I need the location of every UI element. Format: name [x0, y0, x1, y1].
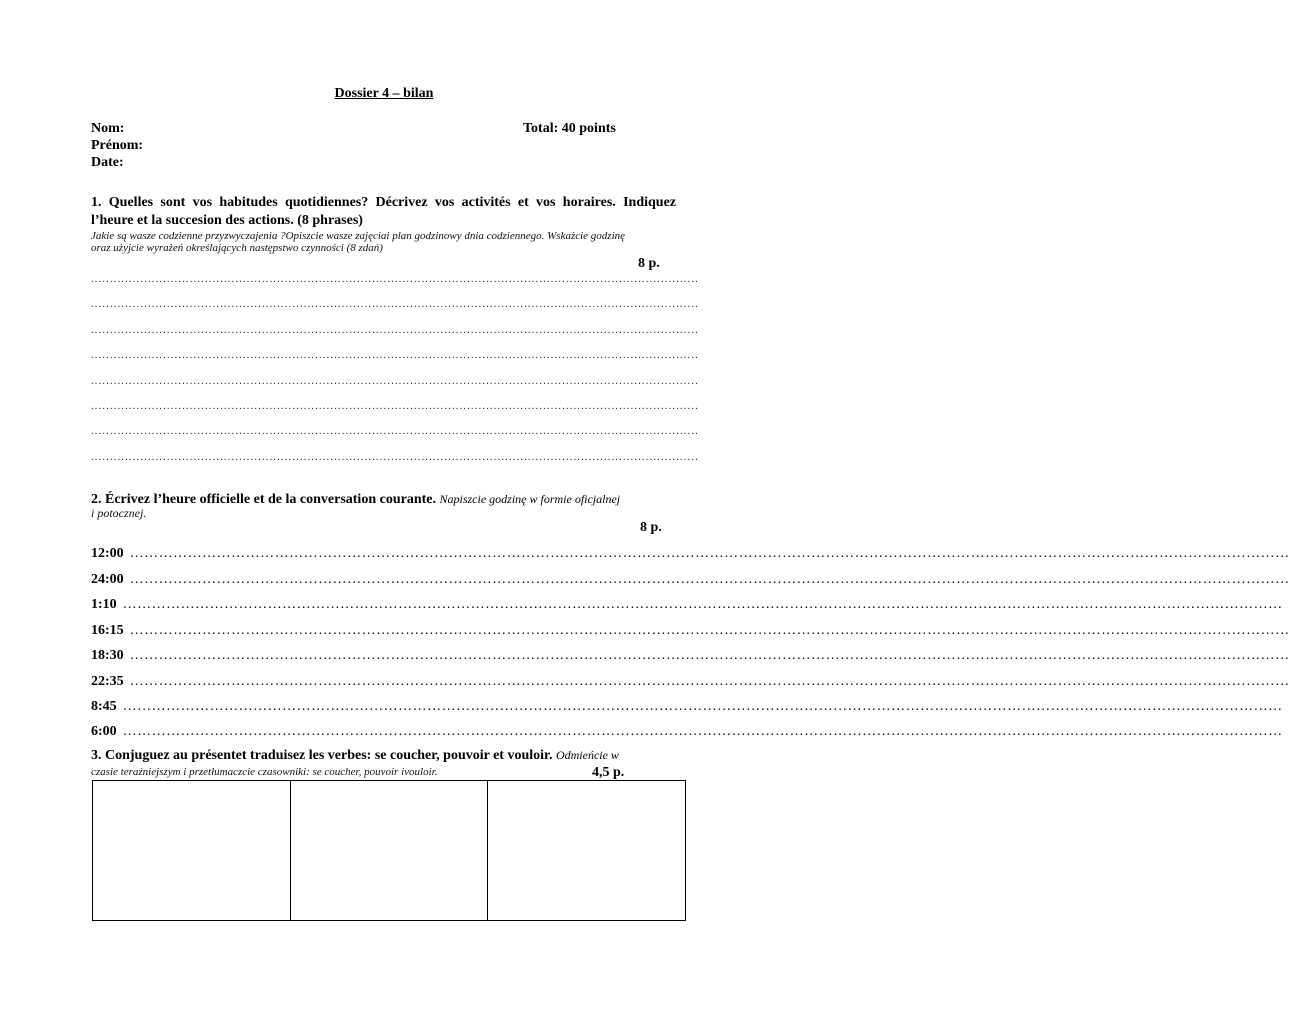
time-value: 24:00 — [91, 572, 124, 587]
answer-line[interactable]: ................................................................................................................................................................ — [91, 376, 699, 387]
conjugation-table — [92, 780, 686, 921]
question-2-title — [91, 490, 676, 509]
time-row — [91, 571, 1290, 589]
time-row — [91, 545, 1290, 563]
time-answer-line[interactable]: …………………………………………………………………………………………………………………………………………………………………………………………………………………… — [129, 674, 1290, 689]
answer-line[interactable]: ................................................................................................................................................................ — [91, 452, 699, 463]
question-3-title-text: 3. Conjuguez au présentet traduisez les verbes: se coucher, pouvoir et vouloir. — [91, 748, 553, 763]
time-answer-line[interactable]: …………………………………………………………………………………………………………………………………………………………………………………………………………………… — [129, 546, 1290, 561]
question-3-points: 4,5 p. — [592, 765, 625, 780]
time-answer-line[interactable]: …………………………………………………………………………………………………………………………………………………………………………………………………………………… — [122, 724, 1283, 739]
time-answer-line[interactable]: …………………………………………………………………………………………………………………………………………………………………………………………………………………… — [122, 699, 1283, 714]
question-1-title: 1. Quelles sont vos habitudes quotidiennes? Décrivez vos activités et vos horaires. Indiquez l’heure et la succesion des actions. (8 phrases) — [91, 195, 676, 228]
time-value: 12:00 — [91, 546, 124, 561]
conjugation-cell-vouloir[interactable] — [488, 781, 686, 921]
question-1-points: 8 p. — [638, 256, 660, 271]
time-value: 6:00 — [91, 724, 117, 739]
question-3-instruction-pl-2: czasie teraźniejszym i przetłumaczcie czasowniki: se coucher, pouvoir ivouloir. — [91, 766, 438, 778]
question-3-title — [91, 746, 676, 765]
conjugation-cell-pouvoir[interactable] — [290, 781, 488, 921]
total-points: Total: 40 points — [523, 121, 616, 136]
question-1-instruction-pl-2: oraz użyjcie wyrażeń określających następstwo czynności (8 zdań) — [91, 242, 383, 254]
answer-line[interactable]: ................................................................................................................................................................ — [91, 325, 699, 336]
question-2-instruction-pl-2: i potocznej. — [91, 506, 147, 520]
time-row — [91, 596, 1283, 614]
prenom-label: Prénom: — [91, 138, 144, 153]
time-value: 22:35 — [91, 674, 124, 689]
question-3-instruction-pl-1: Odmieńcie w — [555, 748, 619, 762]
time-value: 16:15 — [91, 623, 124, 638]
date-label: Date: — [91, 155, 124, 170]
question-1-instruction-pl-1: Jakie są wasze codzienne przyzwyczajenia ?Opiszcie wasze zajęciai plan godzinowy dnia codziennego. Wskażcie godzinę — [91, 230, 626, 242]
time-row — [91, 647, 1290, 665]
time-row — [91, 673, 1290, 691]
answer-line[interactable]: ................................................................................................................................................................ — [91, 350, 699, 361]
time-answer-line[interactable]: …………………………………………………………………………………………………………………………………………………………………………………………………………………… — [129, 648, 1290, 663]
answer-line[interactable]: ................................................................................................................................................................ — [91, 299, 699, 310]
nom-label: Nom: — [91, 121, 125, 136]
question-2-title-text: 2. Écrivez l’heure officielle et de la conversation courante. — [91, 492, 436, 507]
time-row — [91, 698, 1283, 716]
time-value: 8:45 — [91, 699, 117, 714]
time-value: 1:10 — [91, 597, 117, 612]
time-answer-line[interactable]: …………………………………………………………………………………………………………………………………………………………………………………………………………………… — [129, 623, 1290, 638]
conjugation-cell-se-coucher[interactable] — [93, 781, 291, 921]
page-title: Dossier 4 – bilan — [334, 86, 434, 101]
time-value: 18:30 — [91, 648, 124, 663]
time-row — [91, 723, 1283, 741]
time-row — [91, 622, 1290, 640]
question-2-points: 8 p. — [640, 520, 662, 535]
answer-line[interactable]: ................................................................................................................................................................ — [91, 401, 699, 412]
answer-line[interactable]: ................................................................................................................................................................ — [91, 274, 699, 285]
time-answer-line[interactable]: …………………………………………………………………………………………………………………………………………………………………………………………………………………… — [129, 572, 1290, 587]
question-2-instruction-pl-1: Napiszcie godzinę w formie oficjalnej — [439, 492, 621, 506]
answer-line[interactable]: ................................................................................................................................................................ — [91, 426, 699, 437]
time-answer-line[interactable]: …………………………………………………………………………………………………………………………………………………………………………………………………………………… — [122, 597, 1283, 612]
